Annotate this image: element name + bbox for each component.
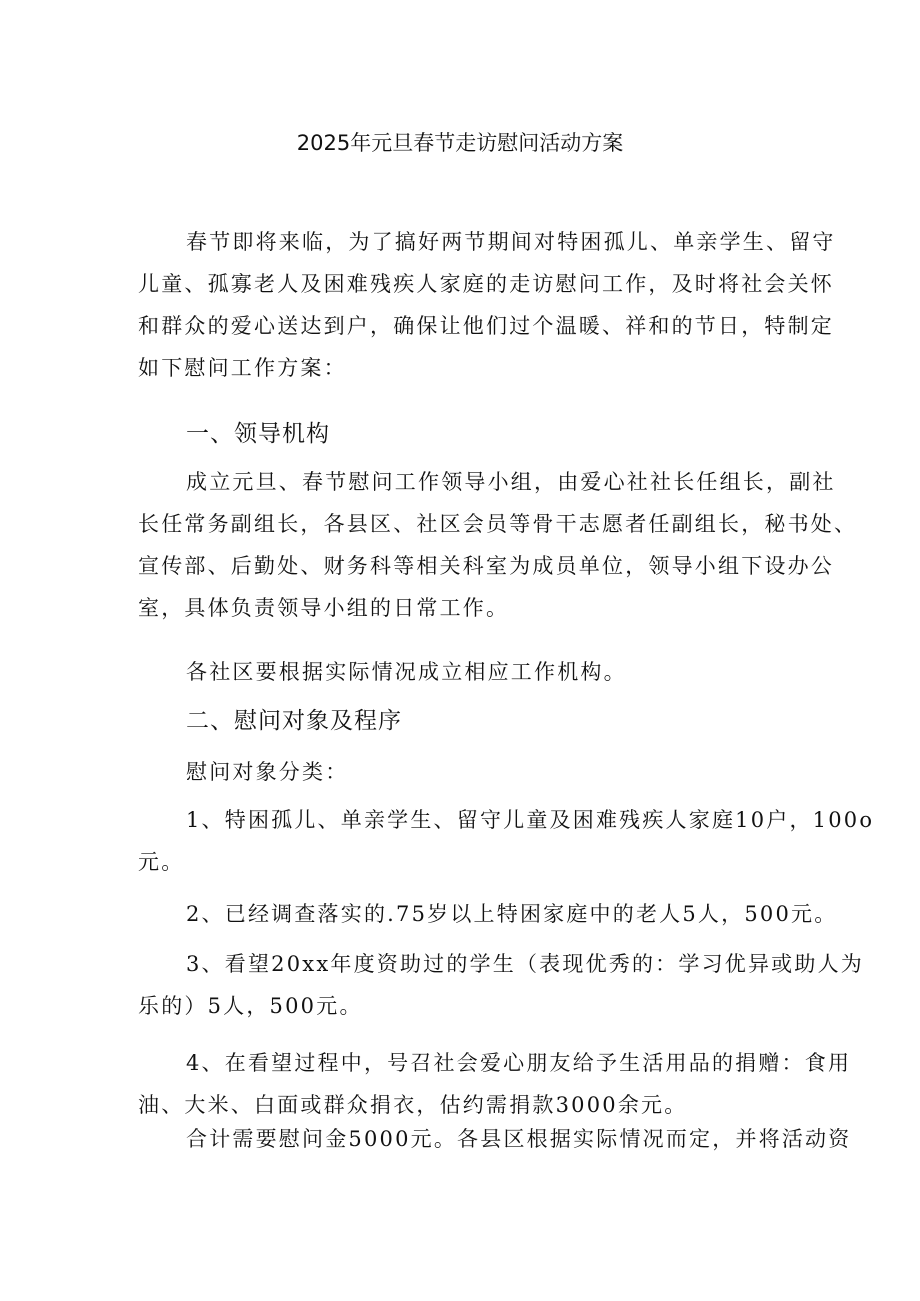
section-1-line: 成立元旦、春节慰问工作领导小组，由爱心社社长任组长，副社 xyxy=(186,470,836,494)
classification-label xyxy=(138,751,798,793)
item-2-line: 2、已经调查落实的.75岁以上特困家庭中的老人5人，500元。 xyxy=(186,902,838,926)
item-3 xyxy=(138,943,864,1027)
intro-paragraph xyxy=(138,221,836,389)
intro-line: 和群众的爱心送达到户，确保让他们过个温暖、祥和的节日，特制定 xyxy=(138,314,834,338)
item-3-line: 乐的）5人，500元。 xyxy=(138,994,363,1018)
intro-line: 如下慰问工作方案： xyxy=(138,356,347,380)
section-1-note xyxy=(138,651,798,693)
item-1-line: 1、特困孤儿、单亲学生、留守儿童及困难残疾人家庭10户，100o xyxy=(186,808,875,832)
item-1-line: 元。 xyxy=(138,850,185,874)
document-title: 2025年元旦春节走访慰问活动方案 xyxy=(296,131,624,155)
section-1-heading: 一、领导机构 xyxy=(186,421,330,447)
section-1-paragraph xyxy=(138,461,858,629)
item-1 xyxy=(138,799,875,883)
item-4-line: 4、在看望过程中，号召社会爱心朋友给予生活用品的捐赠：食用 xyxy=(186,1051,852,1075)
intro-line: 儿童、孤寡老人及困难残疾人家庭的走访慰问工作，及时将社会关怀 xyxy=(138,272,834,296)
classification-line: 慰问对象分类： xyxy=(186,760,349,784)
item-3-line: 3、看望20xx年度资助过的学生（表现优秀的：学习优异或助人为 xyxy=(186,952,864,976)
item-2 xyxy=(138,893,838,935)
total-paragraph xyxy=(138,1118,852,1160)
total-line: 合计需要慰问金5000元。各县区根据实际情况而定，并将活动资 xyxy=(186,1127,852,1151)
section-1-line: 室，具体负责领导小组的日常工作。 xyxy=(138,596,510,620)
item-4-line: 油、大米、白面或群众捐衣，估约需捐款3000余元。 xyxy=(138,1093,688,1117)
section-2-heading: 二、慰问对象及程序 xyxy=(186,708,402,734)
section-1-line: 宣传部、后勤处、财务科等相关科室为成员单位，领导小组下设办公 xyxy=(138,554,834,578)
section-1-line: 长任常务副组长，各县区、社区会员等骨干志愿者任副组长，秘书处、 xyxy=(138,512,858,536)
section-1-note-line: 各社区要根据实际情况成立相应工作机构。 xyxy=(186,660,627,684)
item-4 xyxy=(138,1042,852,1126)
intro-line: 春节即将来临，为了搞好两节期间对特困孤儿、单亲学生、留守 xyxy=(186,230,836,254)
